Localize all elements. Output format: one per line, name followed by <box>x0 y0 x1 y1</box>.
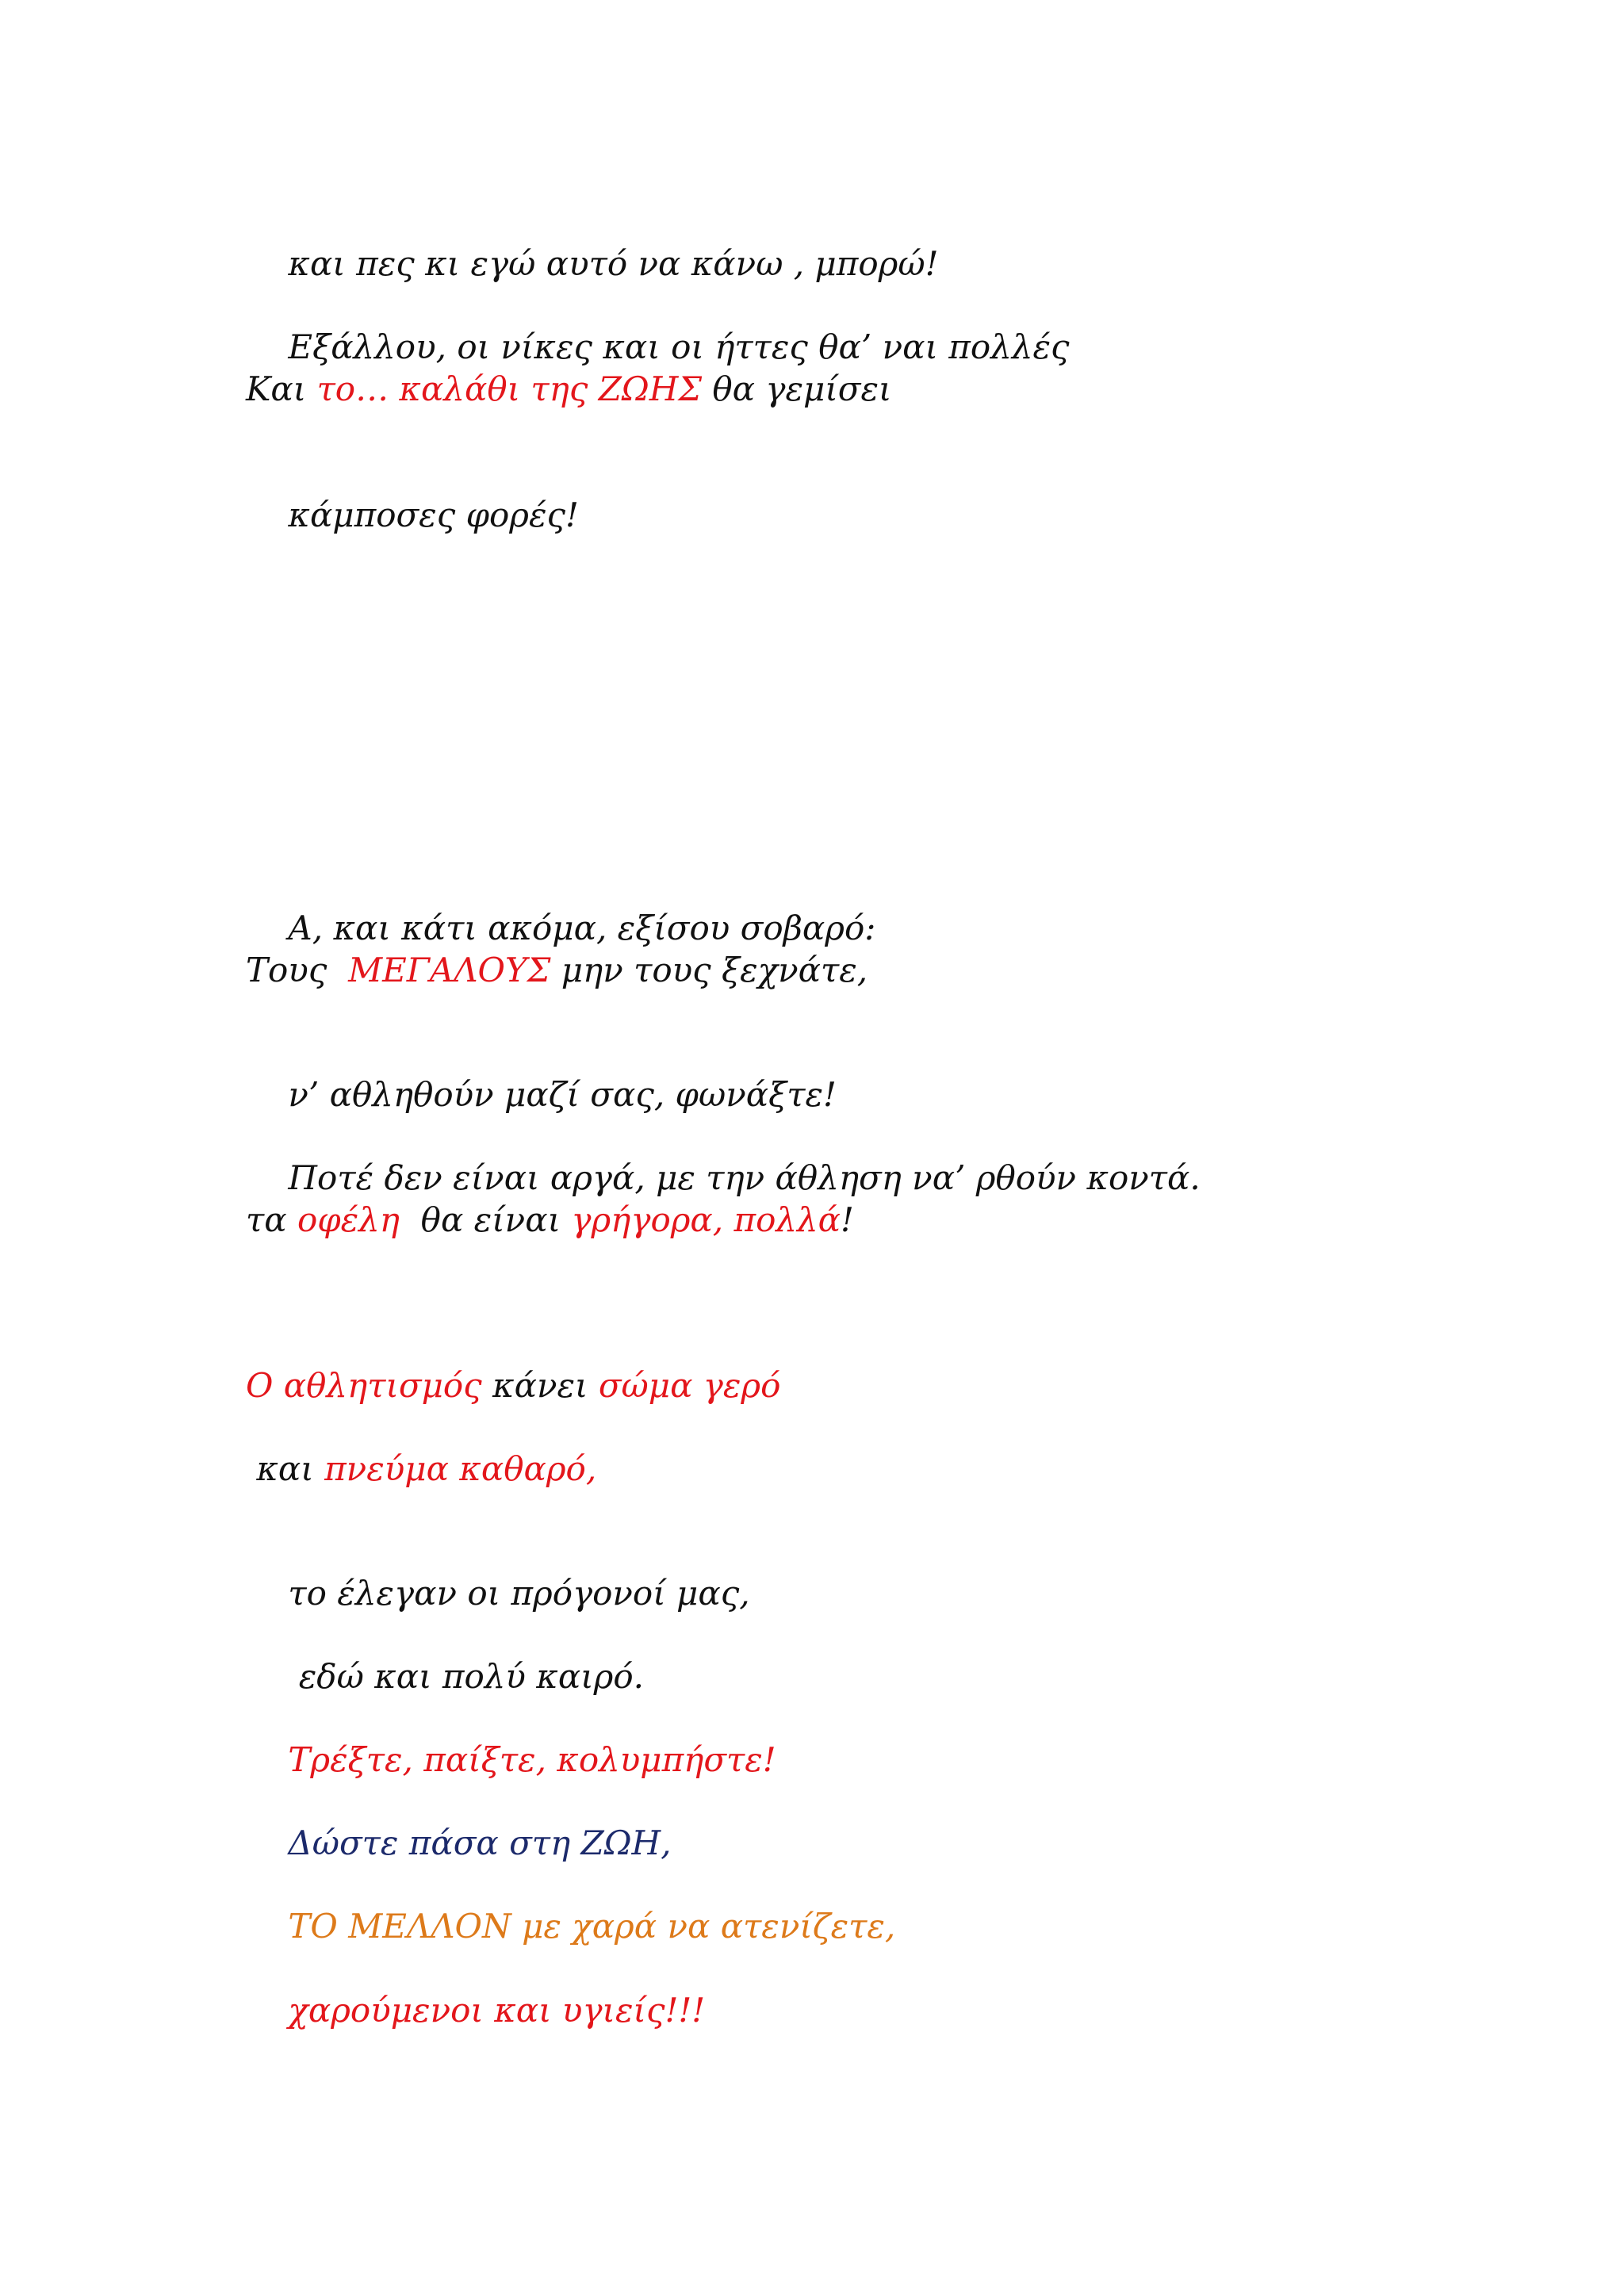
line-text: κάνει <box>481 1366 599 1405</box>
line-text: θα γεμίσει <box>702 369 892 408</box>
line-text: θα είναι <box>399 1200 572 1239</box>
line-text: και πες κι εγώ αυτό να κάνω , μπορώ! <box>288 244 939 283</box>
line-text: το έλεγαν οι πρόγονοί μας, <box>288 1574 750 1613</box>
line-text: Ποτέ δεν είναι αργά, με την άθληση να’ ρθούν κοντά. <box>288 1158 1201 1197</box>
poem-line <box>246 369 891 410</box>
line-text: μην τους ξεχνάτε, <box>550 951 868 989</box>
line-text: εδώ και πολύ καιρό. <box>288 1657 644 1696</box>
highlight-text: γρήγορα, πολλά <box>571 1200 841 1239</box>
line-text: Εξάλλου, οι νίκες και οι ήττες θα’ ναι πολλές <box>288 327 1070 366</box>
poem-line <box>246 950 868 991</box>
poem-line <box>246 453 579 577</box>
line-text: Και <box>246 369 317 408</box>
highlight-text: χαρούμενοι και υγιείς!!! <box>288 1991 706 2030</box>
line-text: Τους <box>246 951 349 989</box>
highlight-text: Ο αθλητισμός <box>246 1366 482 1405</box>
poem-line <box>246 1949 705 2072</box>
highlight-text: Τρέξτε, παίξτε, κολυμπήστε! <box>288 1740 776 1779</box>
line-text: ! <box>840 1200 854 1239</box>
line-text: κάμποσες φορές! <box>288 496 579 534</box>
line-text: Α, και κάτι ακόμα, εξίσου σοβαρό: <box>288 909 876 947</box>
highlight-text: πνεύμα καθαρό, <box>324 1449 597 1488</box>
poem-line <box>246 1448 596 1490</box>
line-text: τα <box>246 1200 297 1239</box>
highlight-text: Δώστε πάσα στη ΖΩΗ, <box>288 1823 672 1862</box>
line-text: και <box>246 1449 325 1488</box>
highlight-text: το… καλάθι της ΖΩΗΣ <box>316 369 703 408</box>
poem-line <box>246 1365 780 1406</box>
highlight-text: ΤΟ ΜΕΛΛΟΝ με χαρά να ατενίζετε, <box>288 1907 896 1946</box>
highlight-text: σώμα γερό <box>598 1366 781 1405</box>
line-text: ν’ αθληθούν μαζί σας, φωνάξτε! <box>288 1075 837 1114</box>
highlight-text: οφέλη <box>297 1200 400 1239</box>
poem-line <box>246 1200 854 1241</box>
highlight-text: ΜΕΓΑΛΟΥΣ <box>348 951 551 989</box>
